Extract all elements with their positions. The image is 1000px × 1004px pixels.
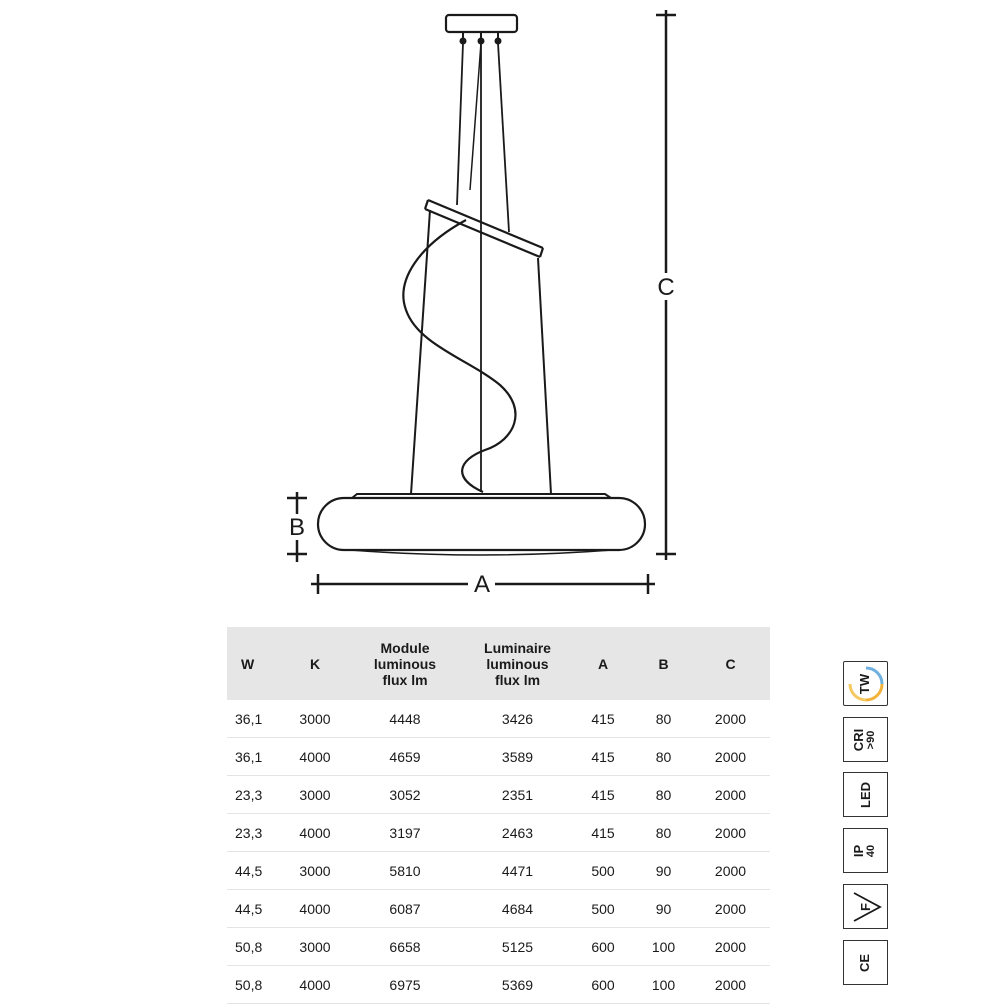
table-cell: 5125 [465,928,570,966]
badge-text-line: IP [851,844,867,857]
column-header-line: Luminaire [484,639,551,656]
table-cell: 6658 [345,928,465,966]
table-cell: 6087 [345,890,465,928]
table-cell: 5810 [345,852,465,890]
led-icon [843,772,888,817]
column-header [345,627,465,700]
table-cell: 2463 [465,814,570,852]
column-header [285,627,345,700]
column-header-line: C [725,655,736,672]
dimension-a-label: A [473,571,491,598]
table-row [227,928,770,966]
column-header [570,627,636,700]
ip-rating-text [853,844,877,856]
table-cell: 415 [570,700,636,738]
cri-text [853,728,877,750]
f-triangle-icon [848,889,884,925]
badge-text-line: F [857,902,873,911]
table-cell: 4000 [285,738,345,776]
table-cell: 36,1 [227,738,285,776]
badge-text-line: LED [857,781,873,808]
table-cell: 2000 [691,852,770,890]
table-cell: 4471 [465,852,570,890]
table-row [227,700,770,738]
table-cell: 2000 [691,700,770,738]
column-header-line: Module [380,639,430,656]
table-cell: 80 [636,814,691,852]
table-cell: 415 [570,814,636,852]
dimension-c-label: C [657,274,675,301]
table-cell: 4684 [465,890,570,928]
table-cell: 80 [636,776,691,814]
table-cell: 4448 [345,700,465,738]
table-cell: 600 [570,928,636,966]
table-cell: 2000 [691,966,770,1004]
table-row [227,890,770,928]
upper-ring [425,200,543,257]
table-cell: 600 [570,966,636,1004]
column-header [636,627,691,700]
table-cell: 4000 [285,814,345,852]
suspension-cables [457,43,509,492]
table-cell: 2000 [691,814,770,852]
badge-text-line: CRI [851,728,867,751]
table-cell: 4000 [285,890,345,928]
column-header-line: luminous [373,655,437,672]
table-cell: 3589 [465,738,570,776]
badge-text-line: CE [857,953,873,972]
spec-table [227,627,770,1004]
badge-text-line: TW [857,673,873,694]
table-cell: 3197 [345,814,465,852]
ceiling-canopy [446,15,517,32]
table-cell: 2000 [691,928,770,966]
power-cord [470,43,481,190]
table-cell: 90 [636,852,691,890]
column-header-line: flux lm [382,671,428,688]
led-text [857,781,873,808]
table-cell: 100 [636,966,691,1004]
table-row [227,738,770,776]
table-cell: 3000 [285,700,345,738]
table-cell: 2000 [691,738,770,776]
table-cell: 415 [570,776,636,814]
table-cell: 3052 [345,776,465,814]
table-cell: 415 [570,738,636,776]
table-cell: 44,5 [227,890,285,928]
tw-ring-icon [846,664,886,704]
column-header-line: B [658,655,669,672]
column-header [227,627,285,700]
table-cell: 90 [636,890,691,928]
ce-mark-icon [843,940,888,985]
table-cell: 100 [636,928,691,966]
table-cell: 2351 [465,776,570,814]
dimension-b-label: B [288,514,306,541]
table-row [227,776,770,814]
table-cell: 3000 [285,928,345,966]
table-cell: 2000 [691,776,770,814]
column-header-line: W [241,655,255,672]
column-header-line: flux lm [494,671,541,688]
table-cell: 4000 [285,966,345,1004]
table-cell: 3000 [285,776,345,814]
table-cell: 4659 [345,738,465,776]
column-header-line: luminous [486,655,549,672]
table-cell: 44,5 [227,852,285,890]
f-class-icon [843,884,888,929]
column-header [691,627,770,700]
column-header-line: A [597,655,609,672]
table-cell: 23,3 [227,776,285,814]
table-cell: 3000 [285,852,345,890]
table-row [227,852,770,890]
table-row [227,966,770,1004]
table-cell: 500 [570,890,636,928]
ip-rating-icon [843,828,888,873]
table-cell: 6975 [345,966,465,1004]
table-cell: 5369 [465,966,570,1004]
table-cell: 500 [570,852,636,890]
tw-icon [843,661,888,706]
spec-table-header [227,627,770,700]
table-cell: 23,3 [227,814,285,852]
column-header-line: K [309,655,321,672]
table-cell: 2000 [691,890,770,928]
badge-text-line: >90 [865,730,878,749]
table-cell: 80 [636,700,691,738]
table-cell: 50,8 [227,928,285,966]
table-cell: 50,8 [227,966,285,1004]
table-cell: 80 [636,738,691,776]
lamp-shade [318,498,645,550]
table-row [227,814,770,852]
spec-table-body [227,700,770,1004]
table-cell: 3426 [465,700,570,738]
cri-icon [843,717,888,762]
ce-mark-text [857,953,873,972]
badge-text-line: 40 [865,844,878,857]
column-header [465,627,570,700]
table-cell: 36,1 [227,700,285,738]
